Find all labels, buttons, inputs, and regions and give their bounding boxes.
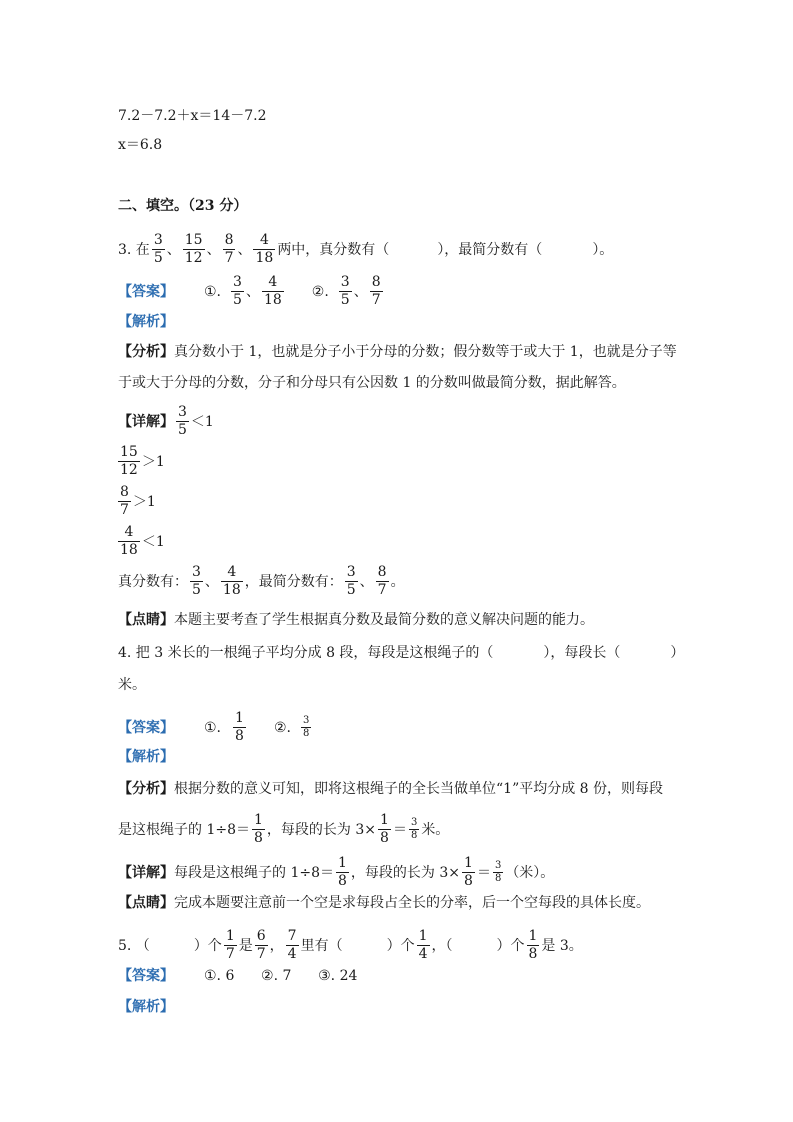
xiangjie-row bbox=[118, 484, 156, 519]
fraction-denominator: 18 bbox=[263, 292, 282, 308]
conclusion-text: 真分数有： bbox=[118, 573, 188, 590]
fraction-denominator: 7 bbox=[120, 502, 129, 518]
question-text: ）。 bbox=[592, 241, 614, 258]
fenxi-text: 是这根绳子的 1÷8＝ bbox=[118, 821, 250, 838]
fraction-numerator: 3 bbox=[178, 404, 187, 420]
fraction-numerator: 4 bbox=[227, 564, 237, 580]
fraction bbox=[527, 928, 540, 963]
xiangjie-text: ＝ bbox=[476, 864, 491, 881]
fraction-numerator: 3 bbox=[302, 715, 310, 726]
fraction-numerator: 1 bbox=[528, 928, 538, 944]
answer-text: ①. 6 ②. 7 ③. 24 bbox=[204, 968, 358, 984]
analysis-label: 【解析】 bbox=[118, 999, 174, 1015]
fenxi-row bbox=[118, 342, 677, 362]
fraction-denominator: 7 bbox=[224, 250, 234, 266]
separator: 、 bbox=[245, 283, 260, 300]
fraction bbox=[224, 928, 237, 963]
fraction bbox=[190, 564, 203, 599]
xiangjie-text: （米）。 bbox=[505, 864, 555, 881]
fraction bbox=[301, 715, 311, 740]
fraction-numerator: 3 bbox=[233, 274, 242, 290]
conclusion-text: ，最简分数有： bbox=[244, 573, 343, 590]
fraction-denominator: 7 bbox=[377, 582, 387, 598]
equation-text: x＝6.8 bbox=[118, 137, 163, 153]
answer-row bbox=[118, 274, 385, 309]
fenxi-label: 【分析】 bbox=[118, 344, 174, 360]
answer-mark: ①. bbox=[204, 719, 222, 736]
fraction bbox=[252, 812, 265, 847]
fraction-denominator: 5 bbox=[153, 250, 163, 266]
fraction-denominator: 8 bbox=[464, 873, 473, 889]
fraction-numerator: 8 bbox=[377, 564, 387, 580]
fraction-numerator: 4 bbox=[259, 232, 269, 248]
equation-line bbox=[118, 135, 162, 155]
fraction bbox=[152, 232, 165, 267]
fraction bbox=[176, 404, 189, 439]
analysis-label: 【解析】 bbox=[118, 314, 174, 330]
question-text: ）个 bbox=[496, 937, 525, 954]
comparison: ＞1 bbox=[141, 453, 165, 470]
question-text: ） bbox=[670, 645, 685, 661]
fraction bbox=[462, 855, 475, 890]
xiangjie-row bbox=[118, 855, 554, 890]
fraction-numerator: 8 bbox=[224, 232, 234, 248]
fraction-numerator: 1 bbox=[338, 855, 347, 871]
fraction-denominator: 18 bbox=[120, 542, 138, 558]
fraction bbox=[262, 274, 284, 309]
fraction-denominator: 8 bbox=[410, 830, 418, 841]
question-text: 4. 把 3 米长的一根绳子平均分成 8 段，每段是这根绳子的（ bbox=[118, 645, 494, 661]
fraction-denominator: 5 bbox=[340, 292, 350, 308]
answer-mark: ②. bbox=[311, 283, 329, 300]
question-5 bbox=[118, 928, 583, 963]
fraction-denominator: 8 bbox=[235, 728, 244, 744]
question-text: ），最简分数有（ bbox=[437, 241, 543, 258]
separator: 、 bbox=[237, 241, 252, 258]
fraction-numerator: 4 bbox=[268, 274, 278, 290]
analysis-label-row bbox=[118, 747, 174, 767]
fraction-denominator: 7 bbox=[371, 292, 381, 308]
dianjing-row bbox=[118, 893, 650, 913]
answer-mark: ①. bbox=[204, 283, 222, 300]
fraction bbox=[118, 484, 131, 519]
equation-text: 7.2－7.2＋x＝14－7.2 bbox=[118, 108, 267, 124]
fenxi-text: 真分数小于 1，也就是分子小于分母的分数；假分数等于或大于 1，也就是分子等 bbox=[174, 344, 677, 360]
fraction bbox=[493, 860, 503, 885]
fraction bbox=[221, 564, 243, 599]
question-number: 3. 在 bbox=[118, 241, 150, 258]
dianjing-text: 完成本题要注意前一个空是求每段占全长的分率，后一个空每段的具体长度。 bbox=[174, 895, 650, 911]
fraction-numerator: 3 bbox=[494, 860, 502, 871]
xiangjie-label: 【详解】 bbox=[118, 864, 174, 881]
fraction-denominator: 7 bbox=[256, 946, 266, 962]
separator: 、 bbox=[359, 573, 374, 590]
section-title bbox=[118, 196, 247, 216]
fraction bbox=[376, 564, 389, 599]
fraction bbox=[233, 710, 246, 745]
conclusion-text: 。 bbox=[390, 573, 405, 590]
fraction-numerator: 1 bbox=[464, 855, 473, 871]
fraction-numerator: 3 bbox=[340, 274, 350, 290]
separator: 、 bbox=[353, 283, 368, 300]
fenxi-row bbox=[118, 373, 626, 393]
fenxi-text: 于或大于分母的分数，分子和分母只有公因数 1 的分数叫做最简分数，据此解答。 bbox=[118, 375, 626, 391]
fenxi-text: 米。 bbox=[421, 821, 450, 838]
fraction-numerator: 3 bbox=[410, 817, 418, 828]
fraction-denominator: 8 bbox=[254, 830, 263, 846]
dianjing-label: 【点睛】 bbox=[118, 612, 174, 628]
fraction-denominator: 18 bbox=[222, 582, 241, 598]
question-text: ），每段长（ bbox=[543, 645, 621, 661]
fraction bbox=[370, 274, 383, 309]
comparison: ＜1 bbox=[141, 533, 165, 550]
analysis-label-row bbox=[118, 997, 174, 1017]
fraction-denominator: 8 bbox=[302, 728, 310, 739]
question-text: 5. （ bbox=[118, 937, 150, 954]
fraction-numerator: 1 bbox=[235, 710, 244, 726]
equation-line bbox=[118, 106, 267, 126]
fraction-denominator: 5 bbox=[178, 422, 187, 438]
fraction-numerator: 7 bbox=[287, 928, 297, 944]
comparison: ＜1 bbox=[190, 413, 214, 430]
question-3 bbox=[118, 232, 613, 267]
fraction-denominator: 8 bbox=[528, 946, 538, 962]
fraction-numerator: 4 bbox=[124, 524, 134, 540]
question-text: 米。 bbox=[118, 677, 146, 693]
fraction-numerator: 8 bbox=[120, 484, 129, 500]
fraction-denominator: 8 bbox=[338, 873, 347, 889]
fraction bbox=[118, 524, 140, 559]
question-text: 是 3。 bbox=[541, 937, 583, 954]
question-text: ）个 bbox=[386, 937, 415, 954]
fraction-denominator: 12 bbox=[120, 462, 138, 478]
question-text: 里有（ bbox=[300, 937, 343, 954]
xiangjie-text: ，每段的长为 3× bbox=[350, 864, 461, 881]
answer-row bbox=[118, 966, 357, 986]
fraction-numerator: 3 bbox=[192, 564, 201, 580]
fraction bbox=[118, 444, 140, 479]
fraction-denominator: 8 bbox=[380, 830, 389, 846]
fraction-numerator: 1 bbox=[225, 928, 235, 944]
fenxi-label: 【分析】 bbox=[118, 781, 174, 797]
dianjing-row bbox=[118, 610, 594, 630]
xiangjie-row bbox=[118, 524, 165, 559]
conclusion-row bbox=[118, 564, 405, 599]
question-text: ， bbox=[269, 937, 284, 954]
fraction-denominator: 8 bbox=[494, 873, 502, 884]
xiangjie-label: 【详解】 bbox=[118, 413, 174, 430]
fraction-numerator: 3 bbox=[153, 232, 163, 248]
xiangjie-text: 每段是这根绳子的 1÷8＝ bbox=[174, 864, 334, 881]
question-4-cont bbox=[118, 675, 146, 695]
separator: 、 bbox=[204, 573, 219, 590]
fraction-numerator: 1 bbox=[380, 812, 389, 828]
fraction-denominator: 5 bbox=[346, 582, 356, 598]
fraction bbox=[286, 928, 299, 963]
question-text: ，（ bbox=[431, 937, 453, 954]
answer-mark: ②. bbox=[273, 719, 291, 736]
answer-label: 【答案】 bbox=[118, 968, 174, 984]
analysis-label-row bbox=[118, 312, 174, 332]
question-text: 两中，真分数有（ bbox=[277, 241, 390, 258]
fraction-numerator: 15 bbox=[184, 232, 203, 248]
answer-label: 【答案】 bbox=[118, 719, 174, 736]
fraction bbox=[255, 928, 268, 963]
fraction bbox=[417, 928, 430, 963]
fraction-denominator: 18 bbox=[255, 250, 274, 266]
fraction bbox=[223, 232, 236, 267]
fraction bbox=[345, 564, 358, 599]
fraction bbox=[336, 855, 349, 890]
section-title-text: 二、填空。（23 分） bbox=[118, 198, 248, 214]
fenxi-row bbox=[118, 812, 449, 847]
analysis-label: 【解析】 bbox=[118, 749, 174, 765]
fraction bbox=[378, 812, 391, 847]
fraction-denominator: 5 bbox=[192, 582, 201, 598]
fraction-numerator: 3 bbox=[346, 564, 356, 580]
fraction bbox=[253, 232, 275, 267]
question-4 bbox=[118, 643, 684, 663]
fraction-denominator: 5 bbox=[233, 292, 242, 308]
answer-row bbox=[118, 710, 313, 745]
fraction-denominator: 12 bbox=[184, 250, 203, 266]
answer-label: 【答案】 bbox=[118, 283, 174, 300]
fraction-numerator: 1 bbox=[418, 928, 428, 944]
fraction bbox=[339, 274, 352, 309]
fraction bbox=[231, 274, 244, 309]
fraction-denominator: 7 bbox=[225, 946, 235, 962]
fenxi-text: ，每段的长为 3× bbox=[266, 821, 377, 838]
fenxi-row bbox=[118, 779, 663, 799]
xiangjie-row bbox=[118, 404, 214, 439]
dianjing-text: 本题主要考查了学生根据真分数及最简分数的意义解决问题的能力。 bbox=[174, 612, 594, 628]
fraction-numerator: 15 bbox=[120, 444, 138, 460]
fenxi-text: 根据分数的意义可知，即将这根绳子的全长当做单位“1”平均分成 8 份，则每段 bbox=[174, 781, 664, 797]
fraction bbox=[183, 232, 205, 267]
separator: 、 bbox=[206, 241, 221, 258]
fraction bbox=[409, 817, 419, 842]
comparison: ＞1 bbox=[132, 493, 156, 510]
fraction-numerator: 6 bbox=[256, 928, 266, 944]
fraction-denominator: 4 bbox=[418, 946, 428, 962]
question-text: ）个 bbox=[193, 937, 222, 954]
dianjing-label: 【点睛】 bbox=[118, 895, 174, 911]
xiangjie-row bbox=[118, 444, 165, 479]
fraction-numerator: 1 bbox=[254, 812, 263, 828]
separator: 、 bbox=[166, 241, 181, 258]
fraction-denominator: 4 bbox=[287, 946, 297, 962]
question-text: 是 bbox=[238, 937, 253, 954]
fraction-numerator: 8 bbox=[371, 274, 381, 290]
fenxi-text: ＝ bbox=[392, 821, 407, 838]
